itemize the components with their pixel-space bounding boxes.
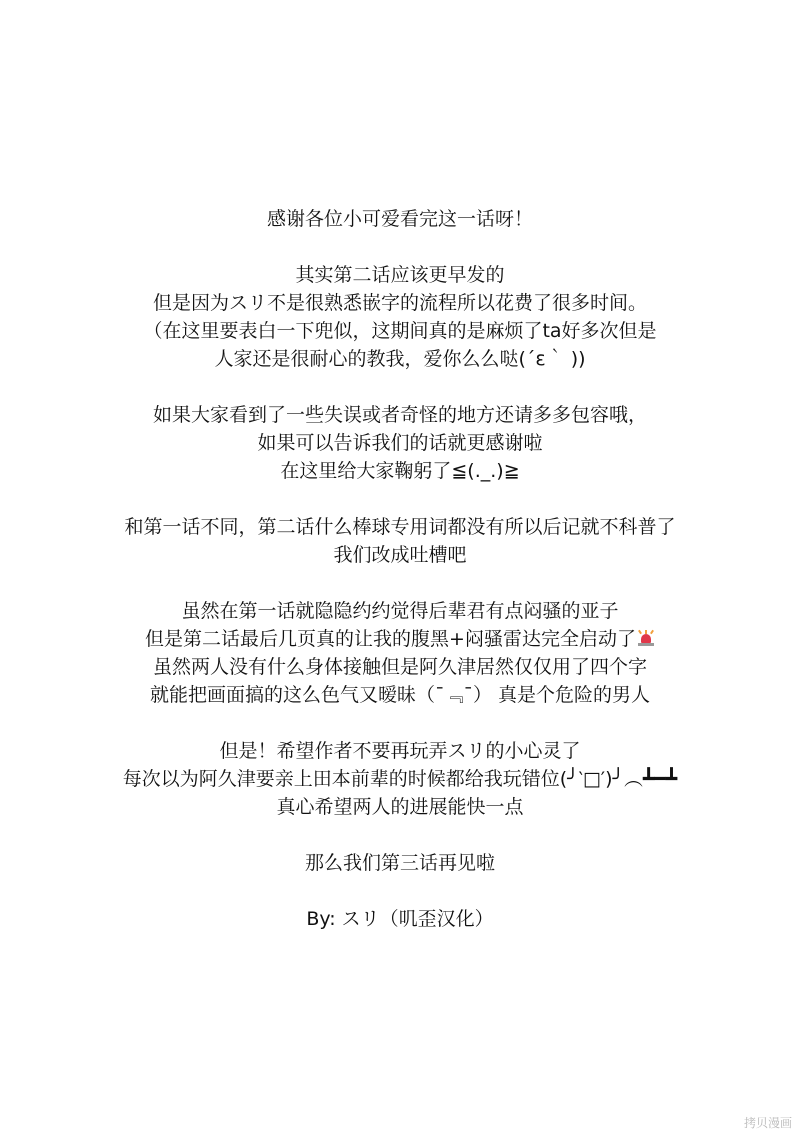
- note-line: 每次以为阿久津要亲上田本前辈的时候都给我玩错位(╯‵□′)╯︵┻━┻: [122, 768, 678, 790]
- note-complaint: [0, 737, 800, 821]
- note-line: 虽然两人没有什么身体接触但是阿久津居然仅仅用了四个字: [152, 656, 647, 678]
- note-line: 就能把画面搞的这么色气又暧昧（¯﹃¯） 真是个危险的男人: [149, 684, 651, 706]
- note-line: 其实第二话应该更早发的: [295, 264, 505, 286]
- note-line: By: スリ（叽歪汉化）: [306, 908, 494, 930]
- note-line: 那么我们第三话再见啦: [304, 852, 495, 874]
- note-line: 但是！希望作者不要再玩弄スリ的小心灵了: [219, 740, 581, 762]
- note-delay-explanation: [0, 261, 800, 373]
- note-thanks: [0, 205, 800, 233]
- note-format-change: [0, 513, 800, 569]
- note-line: 如果可以告诉我们的话就更感谢啦: [257, 432, 543, 454]
- note-line: [0, 625, 800, 653]
- afterword-note: [0, 205, 800, 933]
- note-line: 我们改成吐槽吧: [333, 544, 467, 566]
- note-line: 但是因为スリ不是很熟悉嵌字的流程所以花费了很多时间。: [152, 292, 647, 314]
- note-apology: [0, 401, 800, 485]
- note-line-text: 但是第二话最后几页真的让我的腹黑+闷骚雷达完全启动了: [145, 628, 636, 650]
- note-commentary: [0, 597, 800, 709]
- note-farewell: [0, 849, 800, 877]
- note-line: 感谢各位小可爱看完这一话呀！: [266, 208, 533, 230]
- note-line: 如果大家看到了一些失误或者奇怪的地方还请多多包容哦，: [152, 404, 647, 426]
- note-line: （在这里要表白一下兜似，这期间真的是麻烦了ta好多次但是: [143, 320, 657, 342]
- note-signature: [0, 905, 800, 933]
- watermark: 拷贝漫画: [743, 1116, 792, 1130]
- note-line: 人家还是很耐心的教我，爱你么么哒(´ε｀ )): [214, 348, 586, 370]
- note-line: 在这里给大家鞠躬了≦(._.)≧: [280, 460, 520, 482]
- note-line: 和第一话不同，第二话什么棒球专用词都没有所以后记就不科普了: [124, 516, 676, 538]
- note-line: 真心希望两人的进展能快一点: [276, 796, 524, 818]
- siren-icon: [637, 632, 655, 646]
- note-line: 虽然在第一话就隐隐约约觉得后辈君有点闷骚的亚子: [181, 600, 619, 622]
